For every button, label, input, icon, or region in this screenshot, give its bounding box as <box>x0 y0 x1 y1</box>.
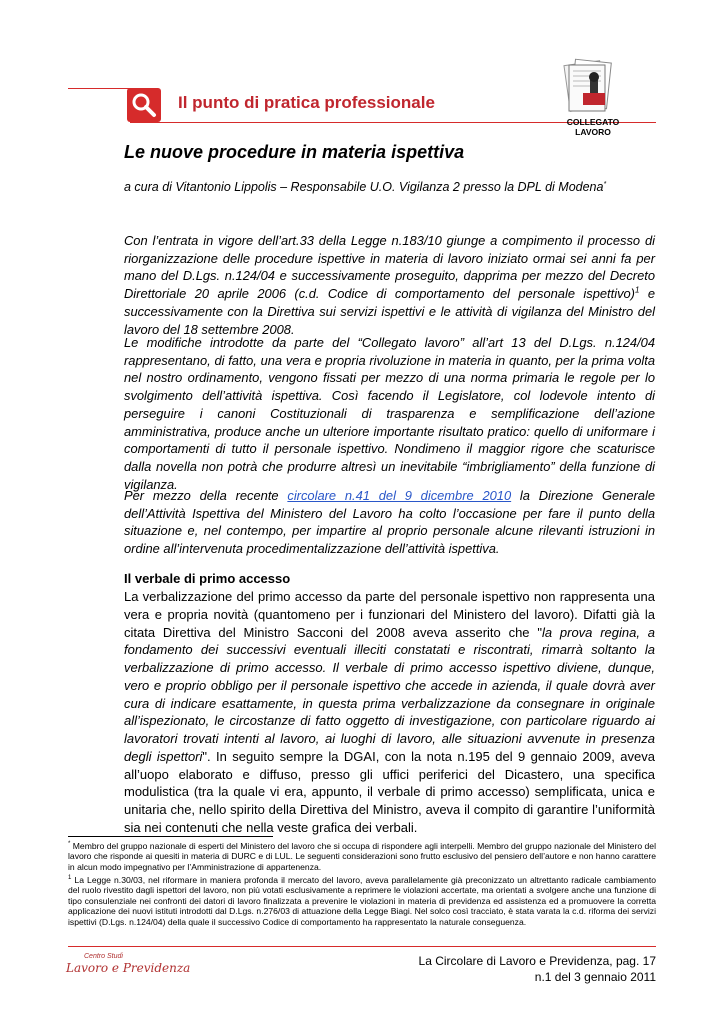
paragraph-4-quote: la prova regina, a fondamento dei successivi eventuali illeciti constatati e riscontrati, rimarrà soltanto la verbalizzazione di primo accesso. Il verbale di primo accesso ispettivo diviene, dunque, vero e proprio obbligo per il personale ispettivo che accede in azienda, il quale dovrà aver cura di indicare esattamente, in questa prima verbalizzazione da consegnare in originale all’ispezionato, le circostanze di fatto oggetto di investigazione, con particolare riguardo ai lavoratori trovati intenti al lavoro, ai luoghi di lavoro, alle situazioni avvenute in presenza degli ispettori <box>124 624 656 764</box>
footer-logo-big: Lavoro e Previdenza <box>66 961 191 975</box>
footnote-author-marker: * <box>68 841 71 847</box>
logo-text-line2: LAVORO <box>575 127 611 137</box>
subheading-verbale: Il verbale di primo accesso <box>124 571 291 586</box>
footnote-1-marker: 1 <box>68 874 72 881</box>
centro-studi-logo <box>66 953 191 983</box>
paragraph-3-text-b: la Direzione Generale dell’Attività Ispettiva del Ministero del Lavoro ha colto l’occasione per fare il punto della situazione e, nel contempo, per impartire al proprio personale alcune rilevanti istruzioni in ordine all’intervenuta procedimentalizzazione dell’attività ispettiva. <box>124 488 655 557</box>
paragraph-1-text-a: Con l’entrata in vigore dell’art.33 della Legge n.183/10 giunge a compimento il processo di riorganizzazione delle procedure ispettive in materia di lavoro iniziato ormai sei anni fa per mano del D.Lgs. n.124/04 e successivamente proseguito, dapprima per mezzo del Decreto Direttoriale 20 aprile 2006 (c.d. Codice di comportamento del personale ispettivo) <box>124 233 655 302</box>
footnote-separator <box>68 836 273 837</box>
footnotes <box>68 839 656 927</box>
footnote-1 <box>68 873 656 928</box>
byline-footnote-marker[interactable]: * <box>603 180 607 188</box>
circolare-link[interactable]: circolare n.41 del 9 dicembre 2010 <box>287 488 512 503</box>
paragraph-4-text-a: La verbalizzazione del primo accesso da parte del personale ispettivo non rappresenta una vera e propria novità (quantomeno per i funzionari del Ministero del lavoro). Difatti già la citata Direttiva del Ministro Sacconi del 2008 aveva asserito che " <box>124 589 655 640</box>
footnote-1-text: La Legge n.30/03, nel riformare in maniera profonda il mercato del lavoro, aveva parallelamente già preconizzato un altrettanto radicale cambiamento del ruolo rivestito dagli ispettori del lavoro, non più votati esclusivamente a reprimere le violazioni accertate, ma orientati a svolgere anche una funzione di tipo consulenziale nei confronti dei datori di lavoro finalizzata a prevenire le violazioni in materia di previdenza ed assistenza ed a promuovere la corretta applicazione dei nuovi istituti introdotti dal D.Lgs. n.276/03 di attuazione della Legge Biagi. Nel solco così tracciato, è stata varata la c.d. riforma dei servizi ispettivi (D.Lgs. n.124/04) della quale il successivo Codice di comportamento ha rappresentato la naturale conseguenza. <box>68 874 656 927</box>
magnifier-icon <box>127 88 161 122</box>
footnote-author <box>68 839 656 873</box>
footer-logo-small: Centro Studi <box>84 953 123 960</box>
footer-info <box>419 953 656 985</box>
footer-line-2: n.1 del 3 gennaio 2011 <box>534 970 656 984</box>
search-badge <box>127 88 161 122</box>
footnote-author-text: Membro del gruppo nazionale di esperti del Ministero del lavoro che si occupa di rispondere agli interpelli. Membro del gruppo nazionale del Ministero del lavoro che risponde ai quesiti in materia di DURC e di LUL. Le seguenti considerazioni sono frutto esclusivo del pensiero dell’autore e non hanno carattere in alcun modo impegnativo per l’Amministrazione di appartenenza. <box>68 840 656 873</box>
paragraph-2: Le modifiche introdotte da parte del “Collegato lavoro” all’art 13 del D.Lgs. n.124/04 rappresentano, di fatto, una vera e propria rivoluzione in materia in quanto, per la prima volta nel nostro ordinamento, vengono fissati per mezzo di una norma primaria le regole per lo svolgimento dell’attività ispettiva. Così facendo il Legislatore, col lodevole intento di perseguire i canoni Costituzionali di trasparenza e semplificazione dell’azione amministrativa, produce anche un ulteriore importante risultato pratico: quello di uniformare i comportamenti di tutto il personale ispettivo. Nondimeno il maggior rigore che scaturisce dalla novella non potrà che produrre altresì un inevitabile “imbrigliamento” della funzione di vigilanza. <box>124 335 655 492</box>
header-rule-top <box>68 88 130 89</box>
byline-text: a cura di Vitantonio Lippolis – Responsabile U.O. Vigilanza 2 presso la DPL di Modena <box>124 180 604 194</box>
paragraph-4-text-b: ". In seguito sempre la DGAI, con la nota n.195 del 9 gennaio 2009, aveva all’uopo elaborato e diffuso, presso gli uffici periferici del Dicastero, una specifica modulistica (tra la quale vi era, appunto, il verbale di primo accesso) semplificata, unica e unitaria che, nello spirito della Direttiva del Ministro, aveva il compito di garantire l’uniformità sia nei contenuti che nella veste grafica dei verbali. <box>124 748 655 835</box>
footnote-marker-1[interactable]: 1 <box>634 285 640 295</box>
footer-rule <box>68 946 656 947</box>
collegato-lavoro-logo-text <box>553 117 633 137</box>
section-label: Il punto di pratica professionale <box>178 93 435 112</box>
paragraph-3 <box>124 487 655 558</box>
paragraph-4 <box>124 588 655 837</box>
logo-text-line1: COLLEGATO <box>566 117 620 127</box>
paragraph-1-text-b: e successivamente con la Direttiva sui servizi ispettivi e le attività di vigilanza del Ministro del lavoro del 18 settembre 2008. <box>124 286 655 337</box>
article-title: Le nuove procedure in materia ispettiva <box>124 142 465 162</box>
documents-stamp-icon <box>553 57 623 117</box>
article-byline <box>124 180 606 194</box>
paragraph-1 <box>124 232 655 338</box>
paragraph-3-text-a: Per mezzo della recente <box>124 488 288 503</box>
footer-line-1: La Circolare di Lavoro e Previdenza, pag. 17 <box>418 954 656 968</box>
